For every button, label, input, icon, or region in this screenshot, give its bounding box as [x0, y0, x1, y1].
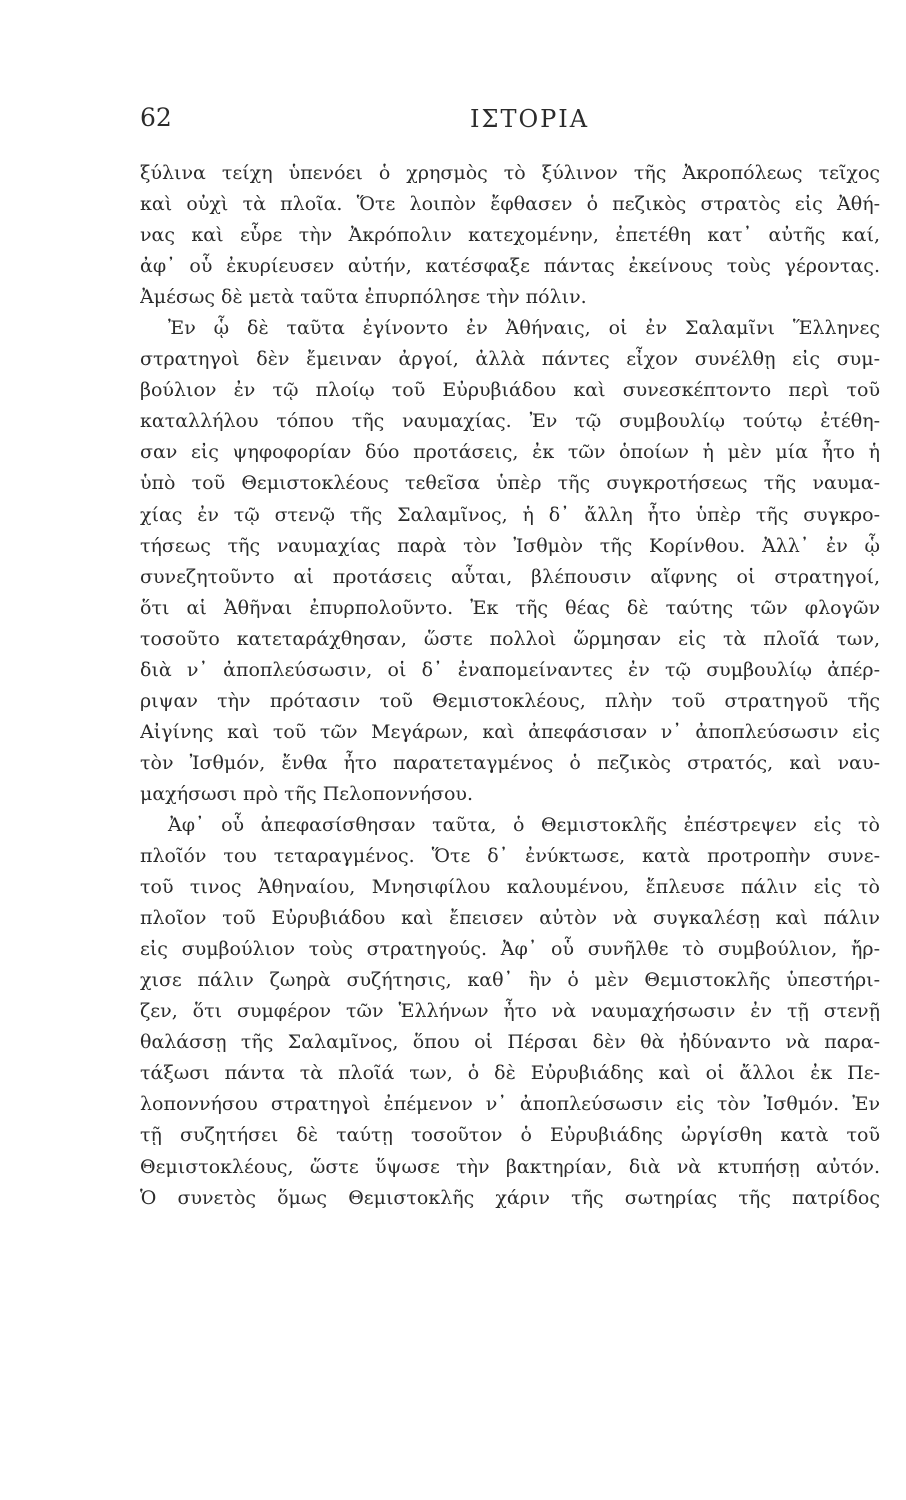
text-line: βούλιον ἐν τῷ πλοίῳ τοῦ Εὐρυβιάδου καὶ συνεσκέπτοντο περὶ τοῦ: [140, 379, 880, 402]
text-line: ζεν, ὅτι συμφέρον τῶν Ἑλλήνων ἦτο νὰ ναυμαχήσωσιν ἐν τῇ στενῇ: [140, 1000, 880, 1023]
text-line: νας καὶ εὗρε τὴν Ἀκρόπολιν κατεχομένην, ἐπετέθη κατ᾽ αὐτῆς καί,: [140, 224, 880, 247]
paragraph-end-line: μαχήσωσι πρὸ τῆς Πελοποννήσου.: [140, 782, 474, 805]
text-line: ἀφ᾽ οὗ ἐκυρίευσεν αὐτήν, κατέσφαξε πάντας ἐκείνους τοὺς γέροντας.: [140, 255, 880, 278]
text-line: πλοῖόν του τεταραγμένος. Ὅτε δ᾽ ἐνύκτωσε, κατὰ προτροπὴν συνε-: [140, 845, 880, 868]
text-line: χίας ἐν τῷ στενῷ τῆς Σαλαμῖνος, ἡ δ᾽ ἄλλη ἦτο ὑπὲρ τῆς συγκρο-: [140, 503, 880, 526]
text-line: ὅτι αἱ Ἀθῆναι ἐπυρπολοῦντο. Ἐκ τῆς θέας δὲ ταύτης τῶν φλογῶν: [140, 596, 880, 619]
text-line: τῇ συζητήσει δὲ ταύτῃ τοσοῦτον ὁ Εὐρυβιάδης ὠργίσθη κατὰ τοῦ: [140, 1124, 880, 1147]
running-head: ΙΣΤΟΡΙΑ: [470, 105, 590, 133]
text-line: τὸν Ἰσθμόν, ἔνθα ἦτο παρατεταγμένος ὁ πεζικὸς στρατός, καὶ ναυ-: [140, 751, 880, 774]
text-line: τοσοῦτο κατεταράχθησαν, ὥστε πολλοὶ ὥρμησαν εἰς τὰ πλοῖά των,: [140, 627, 880, 650]
text-line: συνεζητοῦντο αἱ προτάσεις αὗται, βλέπουσιν αἴφνης οἱ στρατηγοί,: [140, 565, 880, 588]
page-header: [140, 103, 880, 143]
text-line: ριψαν τὴν πρότασιν τοῦ Θεμιστοκλέους, πλὴν τοῦ στρατηγοῦ τῆς: [140, 689, 880, 712]
text-line: τήσεως τῆς ναυμαχίας παρὰ τὸν Ἰσθμὸν τῆς Κορίνθου. Ἀλλ᾽ ἐν ᾧ: [140, 534, 880, 557]
text-line: διὰ ν᾽ ἀποπλεύσωσιν, οἱ δ᾽ ἐναπομείναντες ἐν τῷ συμβουλίῳ ἀπέρ-: [140, 658, 880, 681]
text-line: τάξωσι πάντα τὰ πλοῖά των, ὁ δὲ Εὐρυβιάδης καὶ οἱ ἄλλοι ἐκ Πε-: [140, 1062, 880, 1085]
text-line: πλοῖον τοῦ Εὐρυβιάδου καὶ ἔπεισεν αὐτὸν νὰ συγκαλέσῃ καὶ πάλιν: [140, 907, 880, 930]
body-text: [140, 158, 880, 1214]
text-line: χισε πάλιν ζωηρὰ συζήτησις, καθ᾽ ἣν ὁ μὲν Θεμιστοκλῆς ὑπεστήρι-: [140, 969, 880, 992]
paragraph-start-line: Ἀφ᾽ οὗ ἀπεφασίσθησαν ταῦτα, ὁ Θεμιστοκλῆς ἐπέστρεψεν εἰς τὸ: [168, 813, 880, 836]
text-line: λοποννήσου στρατηγοὶ ἐπέμενον ν᾽ ἀποπλεύσωσιν εἰς τὸν Ἰσθμόν. Ἐν: [140, 1093, 880, 1116]
text-line: σαν εἰς ψηφοφορίαν δύο προτάσεις, ἐκ τῶν ὁποίων ἡ μὲν μία ἦτο ἡ: [140, 441, 880, 464]
text-line: στρατηγοὶ δὲν ἔμειναν ἀργοί, ἀλλὰ πάντες εἶχον συνέλθῃ εἰς συμ-: [140, 348, 880, 371]
text-line: ὑπὸ τοῦ Θεμιστοκλέους τεθεῖσα ὑπὲρ τῆς συγκροτήσεως τῆς ναυμα-: [140, 472, 880, 495]
text-line: Αἰγίνης καὶ τοῦ τῶν Μεγάρων, καὶ ἀπεφάσισαν ν᾽ ἀποπλεύσωσιν εἰς: [140, 720, 880, 743]
text-line: θαλάσσῃ τῆς Σαλαμῖνος, ὅπου οἱ Πέρσαι δὲν θὰ ἠδύναντο νὰ παρα-: [140, 1031, 880, 1054]
text-line: ξύλινα τείχη ὑπενόει ὁ χρησμὸς τὸ ξύλινον τῆς Ἀκροπόλεως τεῖχος: [140, 162, 880, 184]
text-line: τοῦ τινος Ἀθηναίου, Μνησιφίλου καλουμένου, ἔπλευσε πάλιν εἰς τὸ: [140, 876, 880, 899]
text-line: καὶ οὐχὶ τὰ πλοῖα. Ὅτε λοιπὸν ἔφθασεν ὁ πεζικὸς στρατὸς εἰς Ἀθή-: [140, 193, 880, 216]
text-line: εἰς συμβούλιον τοὺς στρατηγούς. Ἀφ᾽ οὗ συνῆλθε τὸ συμβούλιον, ἤρ-: [140, 938, 880, 961]
text-line: Ὁ συνετὸς ὅμως Θεμιστοκλῆς χάριν τῆς σωτηρίας τῆς πατρίδος: [140, 1186, 880, 1209]
text-line: Θεμιστοκλέους, ὥστε ὕψωσε τὴν βακτηρίαν, διὰ νὰ κτυπήσῃ αὐτόν.: [140, 1155, 880, 1178]
paragraph-end-line: Ἀμέσως δὲ μετὰ ταῦτα ἐπυρπόλησε τὴν πόλιν.: [140, 286, 587, 309]
text-line: καταλλήλου τόπου τῆς ναυμαχίας. Ἐν τῷ συμβουλίῳ τούτῳ ἐτέθη-: [140, 410, 880, 433]
paragraph-start-line: Ἐν ᾧ δὲ ταῦτα ἐγίνοντο ἐν Ἀθήναις, οἱ ἐν Σαλαμῖνι Ἕλληνες: [168, 317, 880, 340]
page-number: 62: [140, 103, 172, 132]
